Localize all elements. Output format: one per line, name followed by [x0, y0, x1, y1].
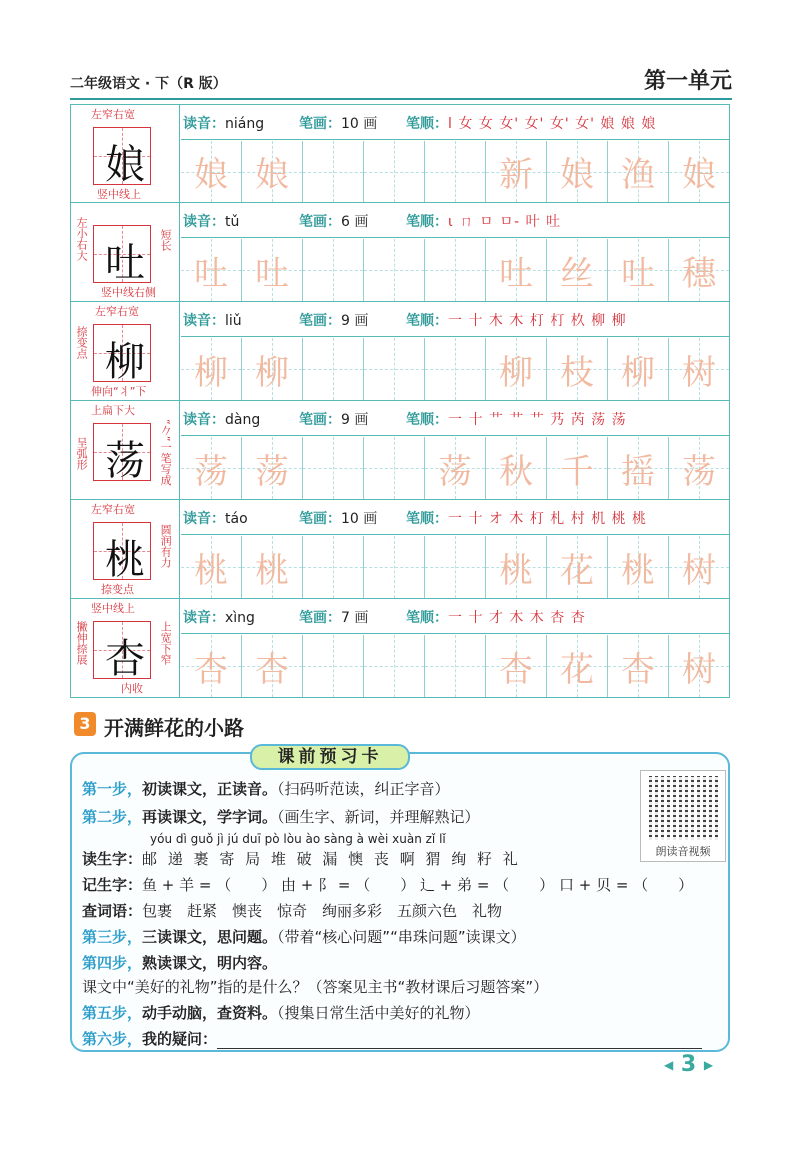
char-note: 捺变点	[75, 326, 89, 359]
practice-cell[interactable]	[364, 141, 425, 202]
practice-cell[interactable]: 枝	[547, 338, 608, 400]
step-6: 第六步，我的疑问：	[82, 1028, 702, 1049]
card-title: 课前预习卡	[250, 744, 410, 770]
question: 课文中“美好的礼物”指的是什么？（答案见主书“教材课后习题答案”）	[82, 978, 549, 996]
practice-cell[interactable]: 杏	[486, 635, 547, 697]
char-info	[181, 105, 729, 140]
pinyin: liǔ	[225, 313, 242, 329]
step-4: 第四步，熟读课文，明内容。	[82, 954, 278, 972]
read-chars-pinyin: yóu dì guǒ jì jú duī pò lòu ào sàng à wèi xuàn zǐ lǐ	[150, 832, 446, 846]
page-number: ◀ 3 ▶	[664, 1052, 714, 1077]
stroke-order: 一 十 才 木 木 杏 杏	[448, 610, 586, 626]
char-note: 上宽下窄	[159, 621, 173, 665]
step-1: 第一步，初读课文，正读音。（扫码听范读，纠正字音）	[82, 780, 450, 798]
practice-cell[interactable]: 桃	[242, 536, 303, 598]
page-header	[70, 66, 732, 100]
practice-cell[interactable]: 树	[669, 338, 729, 400]
practice-cell[interactable]: 桃	[608, 536, 669, 598]
practice-cell[interactable]: 秋	[486, 437, 547, 499]
practice-cell[interactable]: 新	[486, 141, 547, 202]
character-practice-grid	[70, 104, 730, 698]
practice-cells	[181, 635, 729, 697]
qr-code-icon	[649, 776, 719, 840]
practice-cell[interactable]: 吐	[242, 239, 303, 301]
practice-cell[interactable]: 娘	[547, 141, 608, 202]
practice-cell[interactable]	[303, 635, 364, 697]
pinyin: xìng	[225, 610, 255, 626]
practice-cell[interactable]	[303, 536, 364, 598]
char-row	[70, 203, 730, 302]
practice-cell[interactable]: 穗	[669, 239, 729, 301]
practice-cell[interactable]: 千	[547, 437, 608, 499]
char-note: 左窄右宽	[95, 305, 139, 318]
stroke-count: 10 画	[341, 116, 378, 132]
char-note: 左窄右宽	[91, 108, 135, 121]
practice-cell[interactable]	[303, 141, 364, 202]
answer-line[interactable]	[217, 1035, 702, 1049]
char-note: 圆润有力	[159, 524, 173, 568]
practice-cell[interactable]: 荡	[242, 437, 303, 499]
stroke-order: 一 十 艹 艹 艹 艿 芮 荡 荡	[448, 412, 627, 428]
stroke-count: 9 画	[341, 412, 369, 428]
practice-cell[interactable]: 柳	[242, 338, 303, 400]
practice-cell[interactable]: 荡	[669, 437, 729, 499]
practice-cell[interactable]	[425, 536, 486, 598]
char-row	[70, 302, 730, 401]
practice-cell[interactable]	[303, 239, 364, 301]
practice-cell[interactable]: 桃	[181, 536, 242, 598]
demo-char: 柳	[105, 339, 145, 385]
stroke-count: 7 画	[341, 610, 369, 626]
step-2: 第二步，再读课文，学字词。（画生字、新词，并理解熟记）	[82, 808, 480, 826]
practice-cell[interactable]: 花	[547, 635, 608, 697]
practice-cell[interactable]: 娘	[181, 141, 242, 202]
practice-cell[interactable]: 吐	[181, 239, 242, 301]
char-info: 读音：tǔ 笔画：6 画 笔顺：ι ㄇ ㅁ ㅁ- 叶 吐	[181, 203, 729, 238]
demo-char: 桃	[105, 537, 145, 583]
char-demo	[71, 203, 180, 301]
practice-cell[interactable]	[364, 338, 425, 400]
practice-cell[interactable]	[425, 635, 486, 697]
practice-cell[interactable]: 丝	[547, 239, 608, 301]
char-info: 读音：xìng 笔画：7 画 笔顺：一 十 才 木 木 杏 杏	[181, 599, 729, 634]
stroke-order: 一 十 オ 木 朾 札 村 机 桃 桃	[448, 511, 648, 527]
practice-cell[interactable]: 荡	[181, 437, 242, 499]
practice-cells	[181, 437, 729, 499]
prev-page-icon: ◀	[664, 1058, 674, 1072]
stroke-order: l 女 女 女' 女' 女' 女' 娘 娘 娘	[448, 116, 657, 132]
practice-cell[interactable]	[364, 536, 425, 598]
practice-cells	[181, 536, 729, 598]
practice-cells	[181, 338, 729, 400]
step-5: 第五步，动手动脑，查资料。（搜集日常生活中美好的礼物）	[82, 1004, 480, 1022]
step-3: 第三步，三读课文，思问题。（带着“核心问题”“串珠问题”读课文）	[82, 928, 526, 946]
practice-cell[interactable]: 吐	[486, 239, 547, 301]
char-note: 撇伸捺展	[75, 621, 89, 665]
char-note: 竖中线右侧	[101, 286, 156, 299]
check-words: 查词语：包裹 赶紧 懊丧 惊奇 绚丽多彩 五颜六色 礼物	[82, 902, 503, 920]
practice-cell[interactable]: 摇	[608, 437, 669, 499]
strokes-label: 笔画：	[299, 116, 341, 132]
demo-char: 娘	[105, 142, 145, 188]
practice-cell[interactable]: 桃	[486, 536, 547, 598]
lesson-number: 3	[74, 712, 96, 736]
practice-cell[interactable]: 渔	[608, 141, 669, 202]
memorize-chars: 记生字：鱼 + 羊 = （ ） 由 + 阝 = （ ） 辶 + 弟 = （ ） 口 + 贝 = （ ）	[82, 876, 694, 894]
practice-cell[interactable]: 杏	[608, 635, 669, 697]
char-row	[70, 599, 730, 698]
char-demo	[71, 599, 180, 697]
book-title: 二年级语文 · 下（R 版）	[70, 76, 227, 92]
pinyin: táo	[225, 511, 248, 527]
practice-cell[interactable]	[364, 437, 425, 499]
stroke-count: 6 画	[341, 214, 369, 230]
practice-cell[interactable]: 树	[669, 536, 729, 598]
next-page-icon: ▶	[703, 1058, 714, 1072]
char-info: 读音：táo 笔画：10 画 笔顺：一 十 オ 木 朾 札 村 机 桃 桃	[181, 500, 729, 535]
order-label: 笔顺：	[406, 116, 448, 132]
practice-cells	[181, 239, 729, 301]
pron-label: 读音：	[183, 116, 225, 132]
char-info: 读音：liǔ 笔画：9 画 笔顺：一 十 木 木 朾 朾 杦 柳 柳	[181, 302, 729, 337]
pinyin: tǔ	[225, 214, 240, 230]
char-note: 竖中线上	[97, 188, 141, 201]
char-note: 捺变点	[101, 583, 134, 596]
stroke-count: 10 画	[341, 511, 378, 527]
char-note: 上扁下大	[91, 404, 135, 417]
char-note: 伸向“丬”下	[91, 385, 147, 398]
char-info: 读音：dàng 笔画：9 画 笔顺：一 十 艹 艹 艹 艿 芮 荡 荡	[181, 401, 729, 436]
char-row	[70, 401, 730, 500]
practice-cell[interactable]: 柳	[181, 338, 242, 400]
practice-cell[interactable]: 吐	[608, 239, 669, 301]
char-note: 左窄右宽	[91, 503, 135, 516]
demo-char: 杏	[105, 636, 145, 682]
stroke-order: 一 十 木 木 朾 朾 杦 柳 柳	[448, 313, 627, 329]
char-note: 短长	[159, 229, 173, 251]
practice-cell[interactable]: 杏	[242, 635, 303, 697]
stroke-order: ι ㄇ ㅁ ㅁ- 叶 吐	[448, 214, 562, 230]
unit-title: 第一单元	[643, 69, 732, 94]
practice-cell[interactable]: 娘	[242, 141, 303, 202]
char-demo	[71, 401, 180, 499]
char-demo	[71, 105, 180, 202]
qr-code[interactable]	[640, 770, 726, 862]
practice-cell[interactable]	[364, 239, 425, 301]
pinyin: niáng	[225, 116, 265, 132]
practice-cell[interactable]	[425, 338, 486, 400]
practice-cell[interactable]	[425, 239, 486, 301]
char-note: 左小右大	[75, 217, 89, 261]
char-demo	[71, 302, 180, 400]
pinyin: dàng	[225, 412, 261, 428]
char-note: “𠂊”一笔写成	[159, 419, 173, 486]
char-note: 内收	[121, 682, 143, 695]
practice-cells	[181, 141, 729, 202]
char-note: 呈弧形	[75, 437, 89, 470]
read-chars: 读生字：邮 递 裹 寄 局 堆 破 漏 懊 丧 啊 猬 绚 籽 礼	[82, 850, 521, 868]
char-note: 竖中线上	[91, 602, 135, 615]
demo-char: 荡	[105, 438, 145, 484]
char-row	[70, 500, 730, 599]
practice-cell[interactable]: 花	[547, 536, 608, 598]
lesson-title: 开满鲜花的小路	[104, 716, 244, 740]
stroke-count: 9 画	[341, 313, 369, 329]
practice-cell[interactable]: 树	[669, 635, 729, 697]
practice-cell[interactable]: 柳	[486, 338, 547, 400]
demo-char: 吐	[105, 240, 145, 286]
practice-cell[interactable]: 杏	[181, 635, 242, 697]
practice-cell[interactable]	[303, 338, 364, 400]
practice-cell[interactable]: 荡	[425, 437, 486, 499]
practice-cell[interactable]	[364, 635, 425, 697]
qr-caption: 朗读音视频	[655, 845, 711, 858]
practice-cell[interactable]	[425, 141, 486, 202]
char-row	[70, 104, 730, 203]
practice-cell[interactable]	[303, 437, 364, 499]
char-demo	[71, 500, 180, 598]
practice-cell[interactable]: 柳	[608, 338, 669, 400]
practice-cell[interactable]: 娘	[669, 141, 729, 202]
